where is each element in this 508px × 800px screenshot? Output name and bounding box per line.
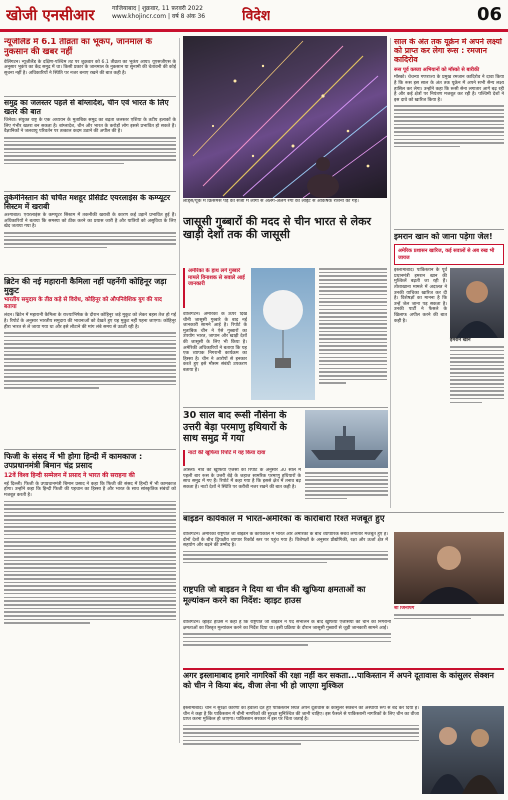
- imran-block: [394, 268, 504, 405]
- column-divider: [390, 38, 391, 508]
- section-title: विदेश: [242, 8, 271, 24]
- headline: जासूसी गुब्बारों की मदद से चीन भारत से लेकर खाड़ी देशों तक की जासूसी: [183, 215, 372, 241]
- story-body: ओस्लो। नॉर्वे की खुफिया एजेंसी की रिपोर्ट के अनुसार 30 साल में पहली बार रूस के उत्तरी बेड़े के जहाज सामरिक परमाणु हथियारों के साथ समुद्र में गए हैं। रिपोर्ट में कहा गया है कि इससे क्षेत्र में तनाव बढ़ सकता है। नाटो देशों ने स्थिति पर करीबी नजर रखने की बात कही है।: [183, 468, 301, 490]
- subheadline: भारतीय समुदाय के तीव्र कड़े से विरोध, कोहिनूर को औपनिवेशिक युग की याद बताया: [4, 297, 162, 311]
- kicker-box: [394, 244, 504, 265]
- divider: [4, 449, 176, 450]
- navy-text-lines: [305, 472, 388, 508]
- story-camilla-crown: [4, 277, 176, 447]
- story-nz-earthquake: [4, 38, 176, 94]
- leaders-illustration: [422, 706, 504, 794]
- headline: बाइडन कार्यकाल में भारत-अमेरिका के कारोबारी रिश्ते मजबूत हुए: [183, 515, 385, 524]
- dateline: [112, 5, 242, 21]
- story-body: वाशिंगटन। अमेरिकी राष्ट्रपति जो बाइडन के कार्यकाल में भारत और अमेरिका के बीच व्यापारिक संबंध लगातार मजबूत हुए हैं। दोनों देशों के बीच द्विपक्षीय व्यापार रिकॉर्ड स्तर पर पहुंच गया है। विशेषज्ञों के अनुसार प्रौद्योगिकी, रक्षा और ऊर्जा क्षेत्र में सहयोग और बढ़ने की उम्मीद है।: [183, 532, 388, 549]
- headline: समुद्र का जलस्तर पहले से बांग्लादेश, चीन एवं भारत के लिए खतरे की बात: [4, 99, 169, 116]
- portrait-icon: [450, 268, 504, 338]
- divider: [183, 512, 504, 513]
- photo-caption: लीड्स/यूके में क्रिसमस पेड़ की सजा में लोगों से अलग-अलग रंगों की लाइट से आकर्षक रोशनी की गई।: [183, 199, 359, 204]
- portrait-icon: [394, 532, 504, 604]
- imran-khan-photo: [450, 268, 504, 338]
- dateline-issue: गाजियाबाद | शुक्रवार, 11 फ़रवरी 2022: [112, 5, 203, 12]
- headline: न्यूजीलैंड में 6.1 तीव्रता का भूकंप, जानमाल के नुकसान की खबर नहीं: [4, 38, 153, 57]
- column-divider: [179, 38, 180, 743]
- headline: फिजी के संसद में भी होगा हिन्दी में कामकाज : उपप्रधानमंत्री बिमान चंद्र प्रसाद: [4, 452, 143, 471]
- story-fiji-hindi: [4, 452, 176, 742]
- text-lines: [183, 633, 391, 646]
- story-china-consular: [183, 671, 504, 705]
- headline: तुर्कमेनिस्तान की चर्चित मशहूर प्रेसिडेंट एयरलाइंस के कम्प्यूटर सिस्टम में खराबी: [4, 194, 171, 211]
- photo-caption: [394, 606, 504, 626]
- story-body: लंदन। ब्रिटेन में महारानी कैमिला के राज्याभिषेक के दौरान कोहिनूर जड़े मुकुट को लेकर बहस तेज हो गई है। रिपोर्ट के अनुसार भारतीय समुदाय की भावनाओं को देखते हुए यह मुकुट नहीं पहना जाएगा। कोहिनूर हीरा भारत से ले जाया गया था और इसे लौटाने की मांग लंबे समय से उठती रही है।: [4, 313, 176, 330]
- headline: 30 साल बाद रूसी नौसेना के उत्तरी बेड़ा परमाणु हथियारों के साथ समुद्र में गया: [183, 410, 287, 444]
- spy-balloons-body: [183, 312, 247, 404]
- story-kadyrov-ukraine: [394, 38, 504, 228]
- kicker: नाटो की खुफिया रिपोर्ट में यह किया दावा: [188, 450, 266, 456]
- headline: राष्ट्रपति जो बाइडन ने दिया था चीन की खुफिया क्षमताओं का मूल्यांकन करने का निर्देश: व्हाइट हाउस: [183, 584, 366, 605]
- leaders-photo: [422, 706, 504, 794]
- newspaper-brand: खोजी एनसीआर: [6, 6, 95, 24]
- balloon-photo: [251, 268, 315, 400]
- story-biden-intel: [183, 584, 391, 618]
- story-body: वेलिंगटन। न्यूजीलैंड के दक्षिण-पश्चिम तट पर शुक्रवार को 6.1 तीव्रता का भूकंप आया। यूएसजीएस के अनुसार भूकंप का केंद्र समुद्र में था। किसी प्रकार के जानमाल के नुकसान या सुनामी की चेतावनी की कोई सूचना नहीं है। अधिकारियों ने स्थिति पर नजर बनाए रखने की बात कही है।: [4, 59, 176, 76]
- dateline-web: www.khojincr.com | वर्ष 8 अंक 36: [112, 13, 206, 20]
- text-lines: [4, 137, 176, 164]
- china-consular-body: [183, 706, 419, 796]
- story-body: इस्लामाबाद। चीन ने सुरक्षा कारणों का हवाला देते हुए पाकिस्तान स्थित अपने दूतावास के कांसुलर सेक्शन को अस्थायी रूप से बंद कर दिया है। चीन ने कहा है कि पाकिस्तान में चीनी नागरिकों की सुरक्षा सुनिश्चित की जानी चाहिए। इस फैसले से पाकिस्तानी नागरिकों के लिए चीन का वीजा प्राप्त करना मुश्किल हो जाएगा। पाकिस्तान सरकार ने इस पर चिंता जताई है।: [183, 706, 419, 723]
- subheadline: 12वें विश्व हिन्दी सम्मेलन में प्रसाद ने भारत की सराहना की: [4, 472, 135, 480]
- story-body: अश्गाबात। एयरलाइंस के कम्प्यूटर सिस्टम में तकनीकी खराबी के कारण कई उड़ानें प्रभावित हुई हैं। अधिकारियों ने बताया कि समस्या को ठीक करने का प्रयास जारी है और यात्रियों को असुविधा के लिए खेद जताया गया है।: [4, 213, 176, 230]
- russian-navy-body: [183, 468, 301, 508]
- story-body: इस्लामाबाद। पाकिस्तान के पूर्व प्रधानमंत्री इमरान खान की मुश्किलें बढ़ती जा रही हैं। तोशाखाना मामले में अदालत ने उनकी याचिका खारिज कर दी है। विशेषज्ञों का मानना है कि उन्हें जेल जाना पड़ सकता है। उनकी पार्टी ने फैसले के खिलाफ अपील करने की बात कही है।: [394, 268, 447, 324]
- lights-illustration: [183, 36, 387, 198]
- story-body: नई दिल्ली। फिजी के उपप्रधानमंत्री बिमान प्रसाद ने कहा कि फिजी की संसद में हिन्दी में भी कामकाज होगा। उन्होंने कहा कि हिन्दी फिजी की पहचान का हिस्सा है और भारत के साथ सांस्कृतिक संबंधों को मजबूत करती है।: [4, 481, 176, 499]
- divider: [4, 191, 176, 192]
- story-spy-balloons-kicker: [183, 268, 247, 308]
- story-spy-balloons: [183, 215, 388, 269]
- story-body: जिनेवा। संयुक्त राष्ट्र के एक अध्ययन के मुताबिक समुद्र का बढ़ता जलस्तर एशिया के तटीय इलाकों के लिए गंभीर खतरा बन सकता है। बांग्लादेश, चीन और भारत के करोड़ों लोग इससे प्रभावित हो सकते हैं। वैज्ञानिकों ने जलवायु परिवर्तन पर तत्काल कदम उठाने की अपील की है।: [4, 118, 176, 135]
- text-lines: [394, 105, 504, 147]
- divider: [394, 229, 504, 230]
- xi-jinping-photo: [394, 532, 504, 604]
- masthead: [0, 0, 508, 32]
- divider: [4, 274, 176, 275]
- biden-intel-body: [183, 620, 391, 666]
- christmas-lights-photo: [183, 36, 387, 198]
- headline: ब्रिटेन की नई महारानी कैमिला नहीं पहनेंगी कोहिनूर जड़ा मुकुट: [4, 277, 167, 296]
- ship-illustration: [305, 410, 388, 468]
- story-imran-khan: [394, 232, 504, 508]
- text-lines: [394, 614, 504, 619]
- kicker: रूस पूर्व कब्जा अभियानों को मॉस्को से बारीकी: [394, 66, 480, 73]
- balloon-illustration: [251, 268, 315, 400]
- headline: इमरान खान को जाना पड़ेगा जेल!: [394, 232, 493, 241]
- text-lines: [4, 232, 176, 248]
- story-biden-trade: [183, 515, 504, 531]
- text-lines: [183, 725, 419, 745]
- text-lines: [183, 551, 388, 564]
- headline: अगर इस्लामाबाद हमारे नागरिकों की रक्षा नहीं कर सकता...पाकिस्तान में अपने दूतावास के कांसुलर सेक्शन को चीन ने किया बंद, वीजा लेना भी हो जाएगा मुश्किल: [183, 671, 495, 690]
- navy-ship-photo: [305, 410, 388, 468]
- text-lines: [450, 346, 504, 403]
- spy-balloons-text-col3: [319, 268, 387, 404]
- photo-caption: इमरान खान: [450, 338, 471, 344]
- biden-trade-body: [183, 532, 388, 582]
- story-body: मॉस्को। चेचन्या गणराज्य के प्रमुख रमजान कादिरोव ने दावा किया है कि रूस इस साल के अंत तक यूक्रेन में अपने सभी सैन्य लक्ष्य हासिल कर लेगा। उन्होंने कहा कि रूसी सेना लगातार आगे बढ़ रही है और कई क्षेत्रों पर नियंत्रण मजबूत कर रही है। पश्चिमी देशों ने इस दावे को खारिज किया है।: [394, 75, 504, 103]
- caption-name: शी जिनपिंग: [394, 606, 415, 611]
- kicker: अमेरिका के हाथ लगे गुब्बारे मामले विनाशक से सवाले आई जानकारी: [188, 268, 245, 288]
- kicker: अमेरिक प्रशासन खारिज, कई सवालों से अब रुख भी जायज: [398, 248, 495, 261]
- divider: [4, 96, 176, 97]
- story-airline: [4, 194, 176, 272]
- story-body: वाशिंगटन। अमेरिका के ऊपर दिखे चीनी जासूसी गुब्बारे के बाद नई जानकारी सामने आई है। रिपोर्ट के मुताबिक चीन ने ऐसे गुब्बारों का उपयोग भारत, जापान और खाड़ी देशों की जासूसी के लिए भी किया है। अमेरिकी अधिकारियों ने बताया कि यह एक व्यापक निगरानी कार्यक्रम का हिस्सा है। चीन ने आरोपों से इनकार करते हुए इसे मौसम संबंधी उपकरण बताया है।: [183, 312, 247, 373]
- text-lines: [4, 332, 176, 389]
- story-sea-level: [4, 99, 176, 189]
- page-number: 06: [476, 4, 502, 25]
- divider: [183, 407, 388, 408]
- divider: [183, 668, 504, 670]
- russian-navy-kicker: [183, 450, 301, 466]
- story-body: वाशिंगटन। व्हाइट हाउस ने कहा है कि राष्ट्रपति जो बाइडन ने पद संभालने के बाद खुफिया एजेंसियों को चीन की निगरानी क्षमताओं का विस्तृत मूल्यांकन करने का निर्देश दिया था। इसी प्रक्रिया के दौरान जासूसी गुब्बारों से जुड़ी जानकारी सामने आई।: [183, 620, 391, 631]
- text-lines: [4, 501, 176, 624]
- headline: साल के अंत तक यूक्रेन में अपने लक्ष्यों को प्राप्त कर लेगा रूस : रमजान कादिरोव: [394, 38, 502, 64]
